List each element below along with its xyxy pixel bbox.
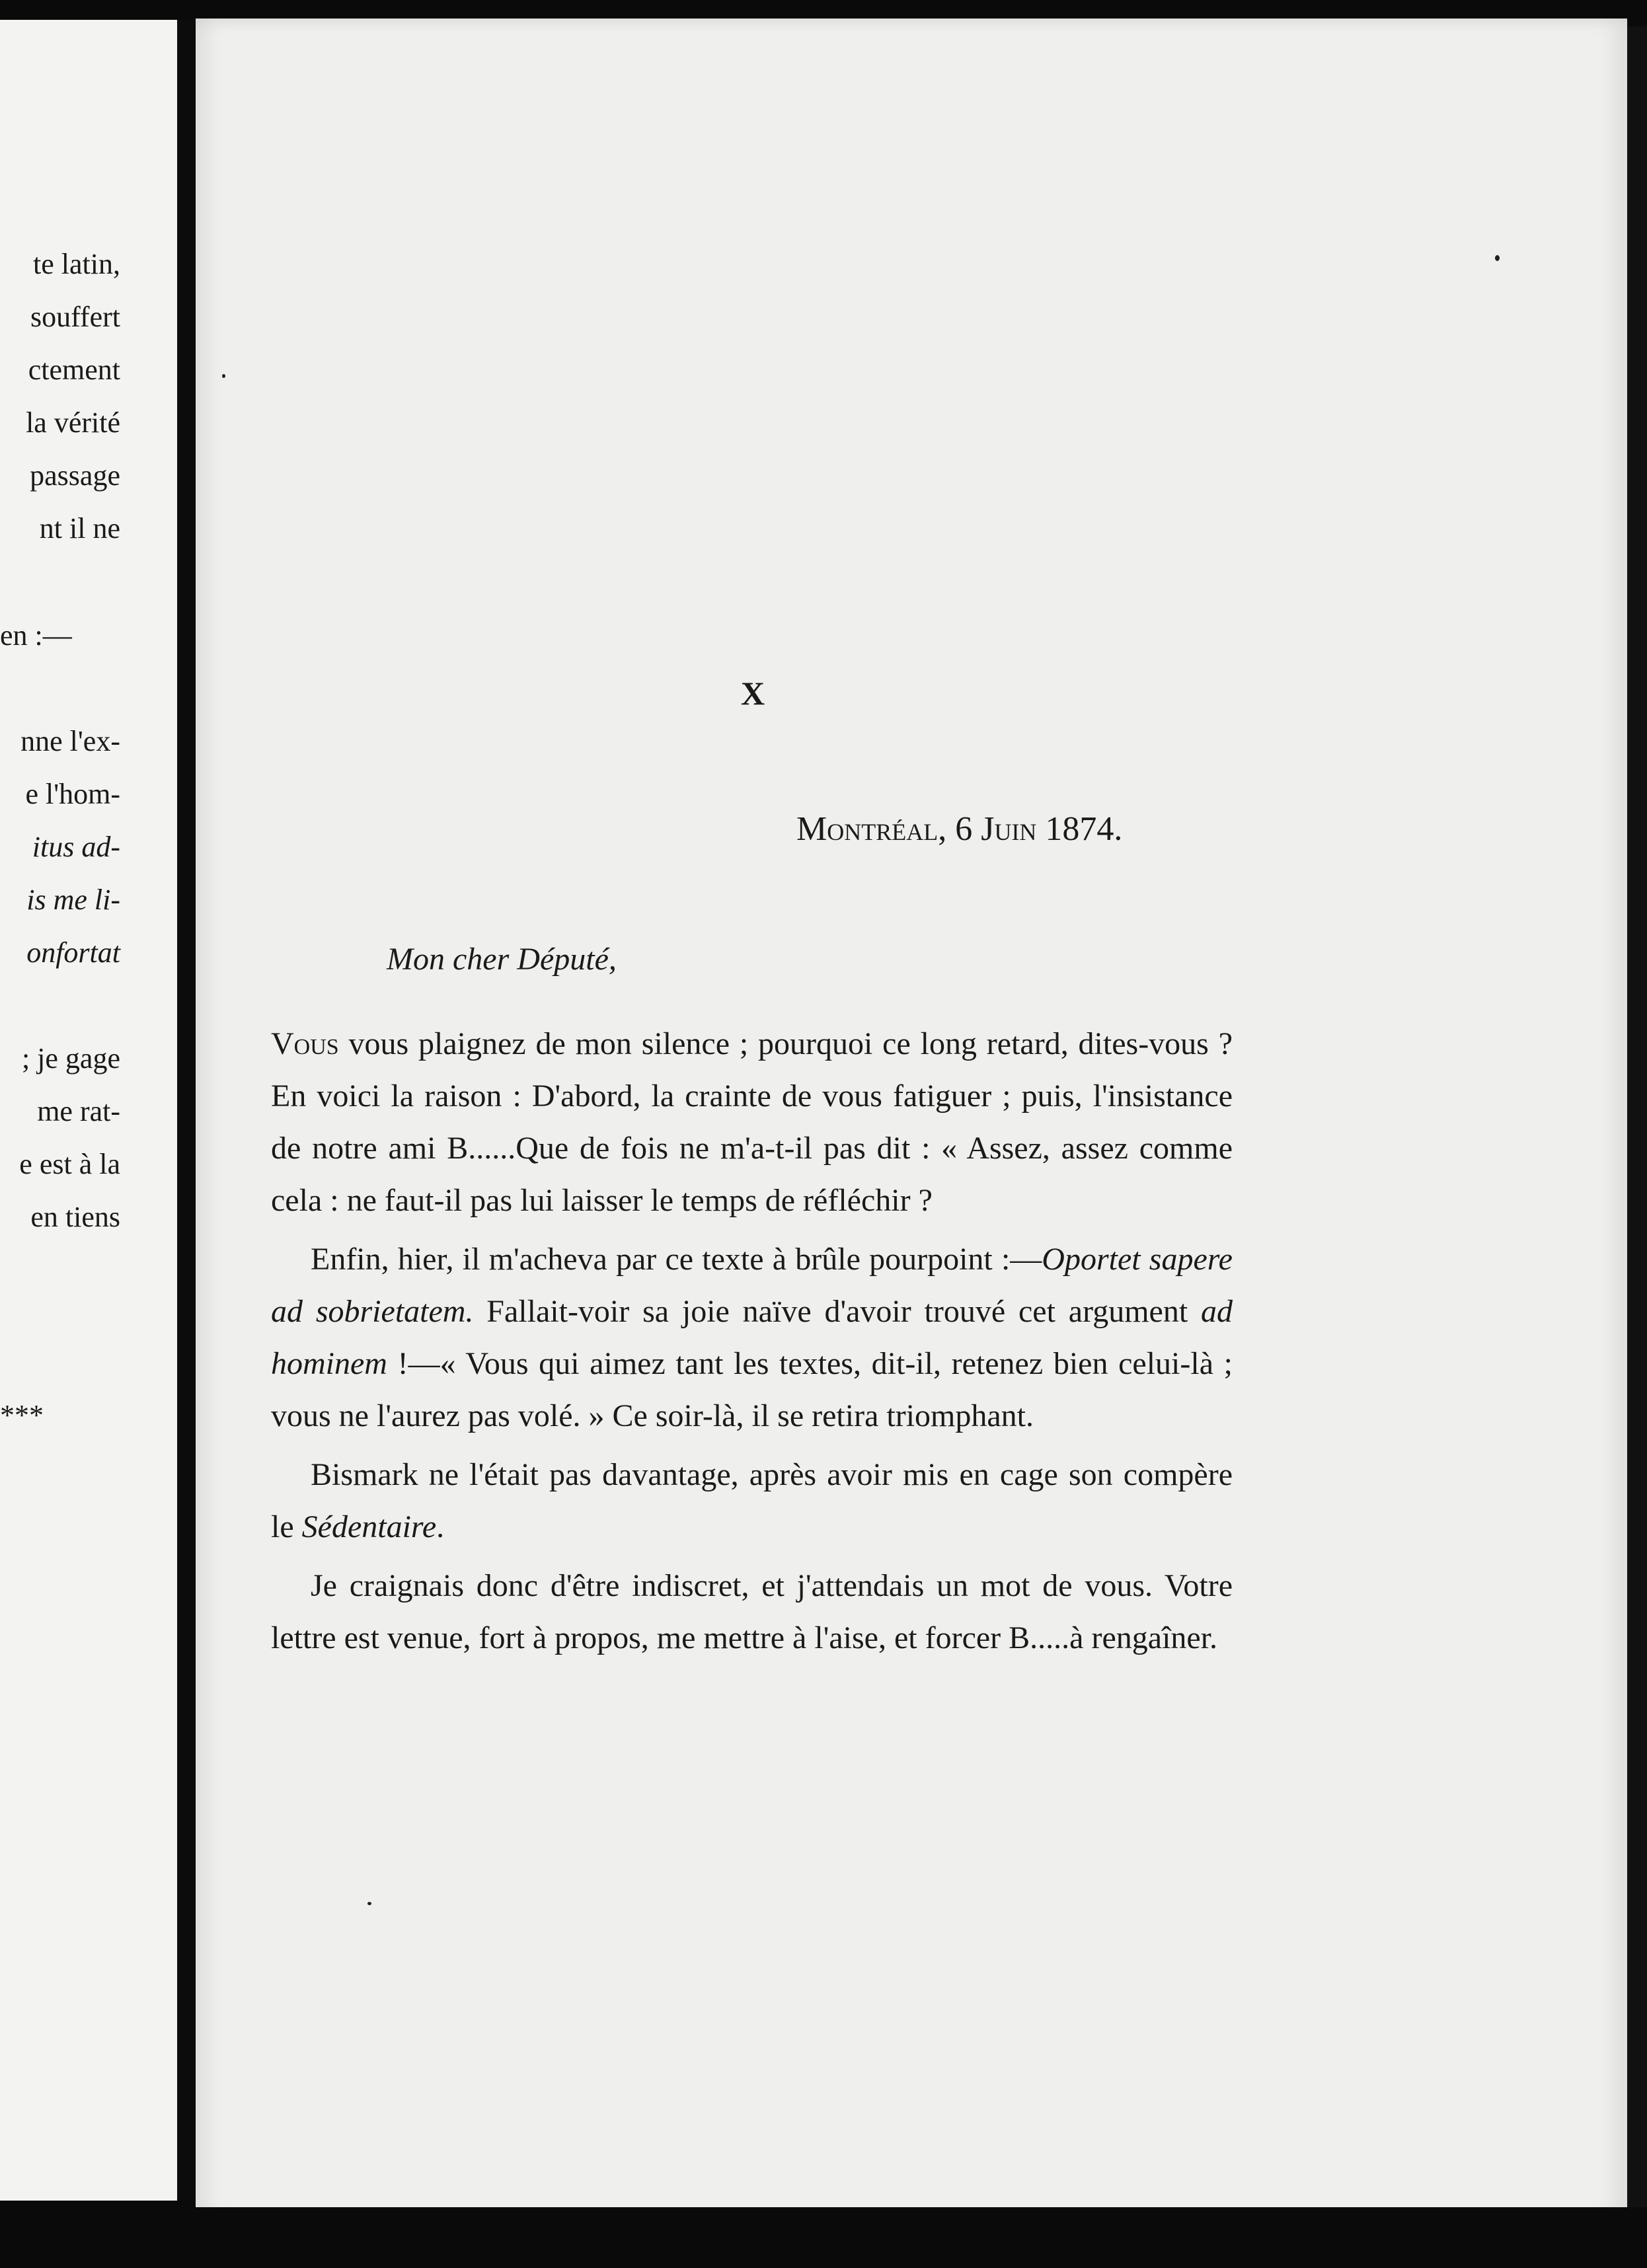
page-edge xyxy=(1627,26,1647,2227)
paragraph xyxy=(271,1449,1233,1553)
left-page-line: nt il ne xyxy=(39,512,120,545)
paragraph-text: Fallait-voir sa joie naïve d'avoir trouvé cet argument xyxy=(473,1294,1201,1329)
left-page-line: onfortat xyxy=(26,936,120,969)
paragraph-text: Bismark ne l'était pas davantage, après avoir mis en cage son compère le xyxy=(271,1457,1233,1544)
latin-phrase: ad hominem xyxy=(271,1294,1233,1381)
left-page-line: ctement xyxy=(28,354,120,386)
latin-quote: Oportet sapere ad sobrietatem. xyxy=(271,1242,1233,1329)
left-page-line: te latin, xyxy=(33,248,120,280)
scan-speck xyxy=(1495,255,1500,261)
letter-salutation: Mon cher Député, xyxy=(387,942,617,977)
left-page-line: en :— xyxy=(0,619,72,652)
left-page-line: souffert xyxy=(30,301,120,333)
letter-dateline: Montréal, 6 Juin 1874. xyxy=(796,810,1123,848)
opening-word: Vous xyxy=(271,1026,339,1061)
paragraph-text: Je craignais donc d'être indiscret, et j'attendais un mot de vous. Votre lettre est venue, fort à propos, me mettre à l'aise, et forcer B.....à rengaîner. xyxy=(271,1568,1233,1655)
left-page-line: itus ad- xyxy=(32,831,120,863)
paragraph-text: vous plaignez de mon silence ; pourquoi ce long retard, dites-vous ? En voici la raison : D'abord, la crainte de vous fatiguer ; puis, l'insistance de notre ami B......Que de fois ne m'a-t-il pas dit : « Assez, assez comme cela : ne faut-il pas lui laisser le temps de réfléchir ? xyxy=(271,1026,1233,1218)
paragraph xyxy=(271,1018,1233,1227)
letter-body xyxy=(271,1018,1233,1671)
left-page-line: ; je gage xyxy=(21,1042,120,1075)
left-page-line: en tiens xyxy=(30,1201,120,1233)
left-page-line: is me li- xyxy=(26,884,120,916)
newspaper-title: Sédentaire xyxy=(301,1509,437,1544)
scan-border xyxy=(0,2207,1647,2268)
left-page-line: la vérité xyxy=(26,406,120,439)
left-page-line: e est à la xyxy=(19,1148,120,1180)
scan-speck xyxy=(367,1902,371,1905)
paragraph xyxy=(271,1233,1233,1442)
paragraph-text: Enfin, hier, il m'acheva par ce texte à brûle pourpoint :— xyxy=(311,1242,1042,1277)
paragraph xyxy=(271,1560,1233,1664)
previous-page-fragment xyxy=(0,20,177,2201)
left-page-line: e l'hom- xyxy=(25,778,120,810)
left-page-line: *** xyxy=(0,1399,44,1431)
left-page-line: me rat- xyxy=(37,1095,120,1127)
scan-speck xyxy=(222,374,225,378)
left-page-line: nne l'ex- xyxy=(20,725,120,757)
paragraph-text: !—« Vous qui aimez tant les textes, dit-il, retenez bien celui-là ; vous ne l'aurez pas volé. » Ce soir-là, il se retira triomphant. xyxy=(271,1346,1233,1433)
chapter-number: X xyxy=(740,675,767,712)
paragraph-text: . xyxy=(436,1509,445,1544)
left-page-line: passage xyxy=(30,459,120,492)
page-gutter xyxy=(177,20,194,2201)
